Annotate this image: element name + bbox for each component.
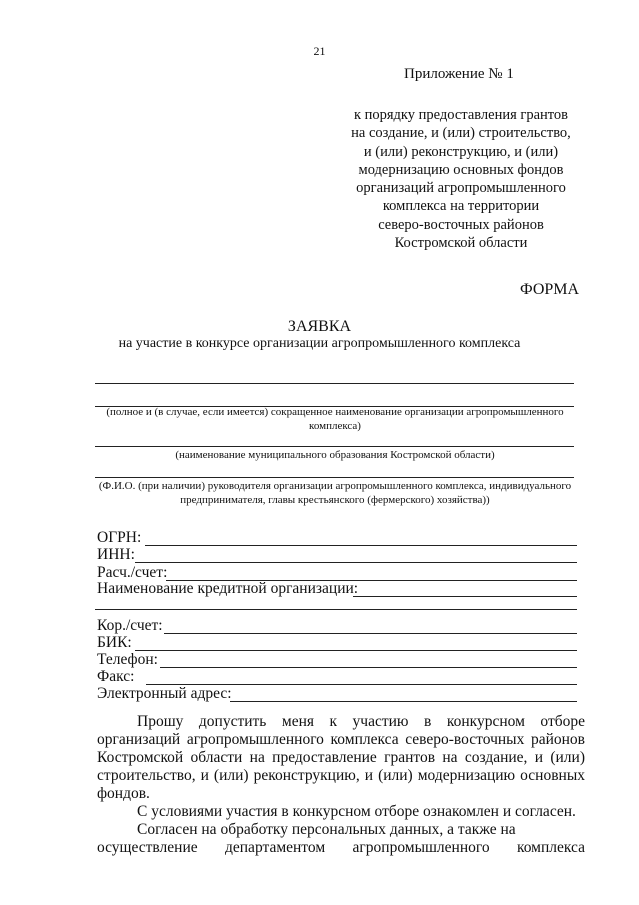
phone-label: Телефон: [97, 651, 158, 668]
account-label: Расч./счет: [97, 564, 168, 581]
appendix-purpose [330, 106, 592, 252]
purpose-line: Костромской области [394, 235, 528, 252]
page-number: 21 [313, 44, 326, 58]
bank-line[interactable] [353, 596, 577, 597]
email-label: Электронный адрес: [97, 685, 232, 702]
org-name-caption: (полное и (в случае, если имеется) сокращенное наименование организации агропромышленного комплекса) [106, 406, 564, 432]
appendix-heading: Приложение № 1 [404, 66, 514, 82]
purpose-line: и (или) реконструкцию, и (или) [363, 143, 559, 160]
consent-continuation [97, 839, 585, 857]
fax-label: Факс: [97, 668, 135, 685]
head-line[interactable] [95, 477, 574, 478]
purpose-line: северо-восточных районов [378, 216, 544, 233]
request-paragraph [97, 713, 585, 857]
bank-label: Наименование кредитной организации: [97, 580, 359, 597]
ogrn-label: ОГРН: [97, 529, 142, 546]
form-label: ФОРМА [520, 281, 580, 298]
head-caption: (Ф.И.О. (при наличии) руководителя организации агропромышленного комплекса, индивидуального предпринимателя, главы крестьянского (фермерского) хозяйства)) [98, 480, 572, 506]
consent-text: Согласен на обработку персональных данных, а также на [137, 821, 516, 838]
purpose-line: модернизацию основных фондов [358, 161, 564, 178]
consent-word: комплекса [516, 839, 585, 856]
bik-line[interactable] [135, 650, 577, 651]
conditions-text: С условиями участия в конкурсном отборе ознакомлен и согласен. [137, 803, 576, 820]
bik-label: БИК: [97, 634, 132, 651]
corr-account-label: Кор./счет: [97, 617, 163, 634]
consent-word: агропромышленного [352, 839, 490, 856]
purpose-line: на создание, и (или) строительство, [351, 125, 571, 142]
document-subtitle: на участие в конкурсе организации агропромышленного комплекса [118, 336, 521, 351]
purpose-line: комплекса на территории [382, 198, 540, 215]
consent-word: осуществление [97, 839, 198, 856]
email-line[interactable] [230, 701, 577, 702]
document-title: ЗАЯВКА [287, 318, 352, 335]
consent-word: департаментом [225, 839, 326, 856]
phone-line[interactable] [160, 667, 577, 668]
request-text: Прошу допустить меня к участию в конкурсном отборе организаций агропромышленного комплекса северо-восточных районов Костромской области на предоставление грантов на создание, и (или) строительство, и (или) реконструкцию, и (или) модернизацию основных фондов. [97, 713, 585, 802]
purpose-line: организаций агропромышленного [356, 180, 566, 197]
purpose-line: к порядку предоставления грантов [353, 107, 569, 123]
municipality-line[interactable] [95, 446, 574, 447]
inn-label: ИНН: [97, 546, 135, 563]
inn-line[interactable] [135, 562, 577, 563]
ogrn-line[interactable] [145, 545, 577, 546]
corr-account-line[interactable] [164, 633, 577, 634]
bank-line[interactable] [95, 609, 577, 610]
municipality-caption: (наименование муниципального образования Костромской области) [175, 449, 495, 461]
org-name-line[interactable] [95, 383, 574, 384]
